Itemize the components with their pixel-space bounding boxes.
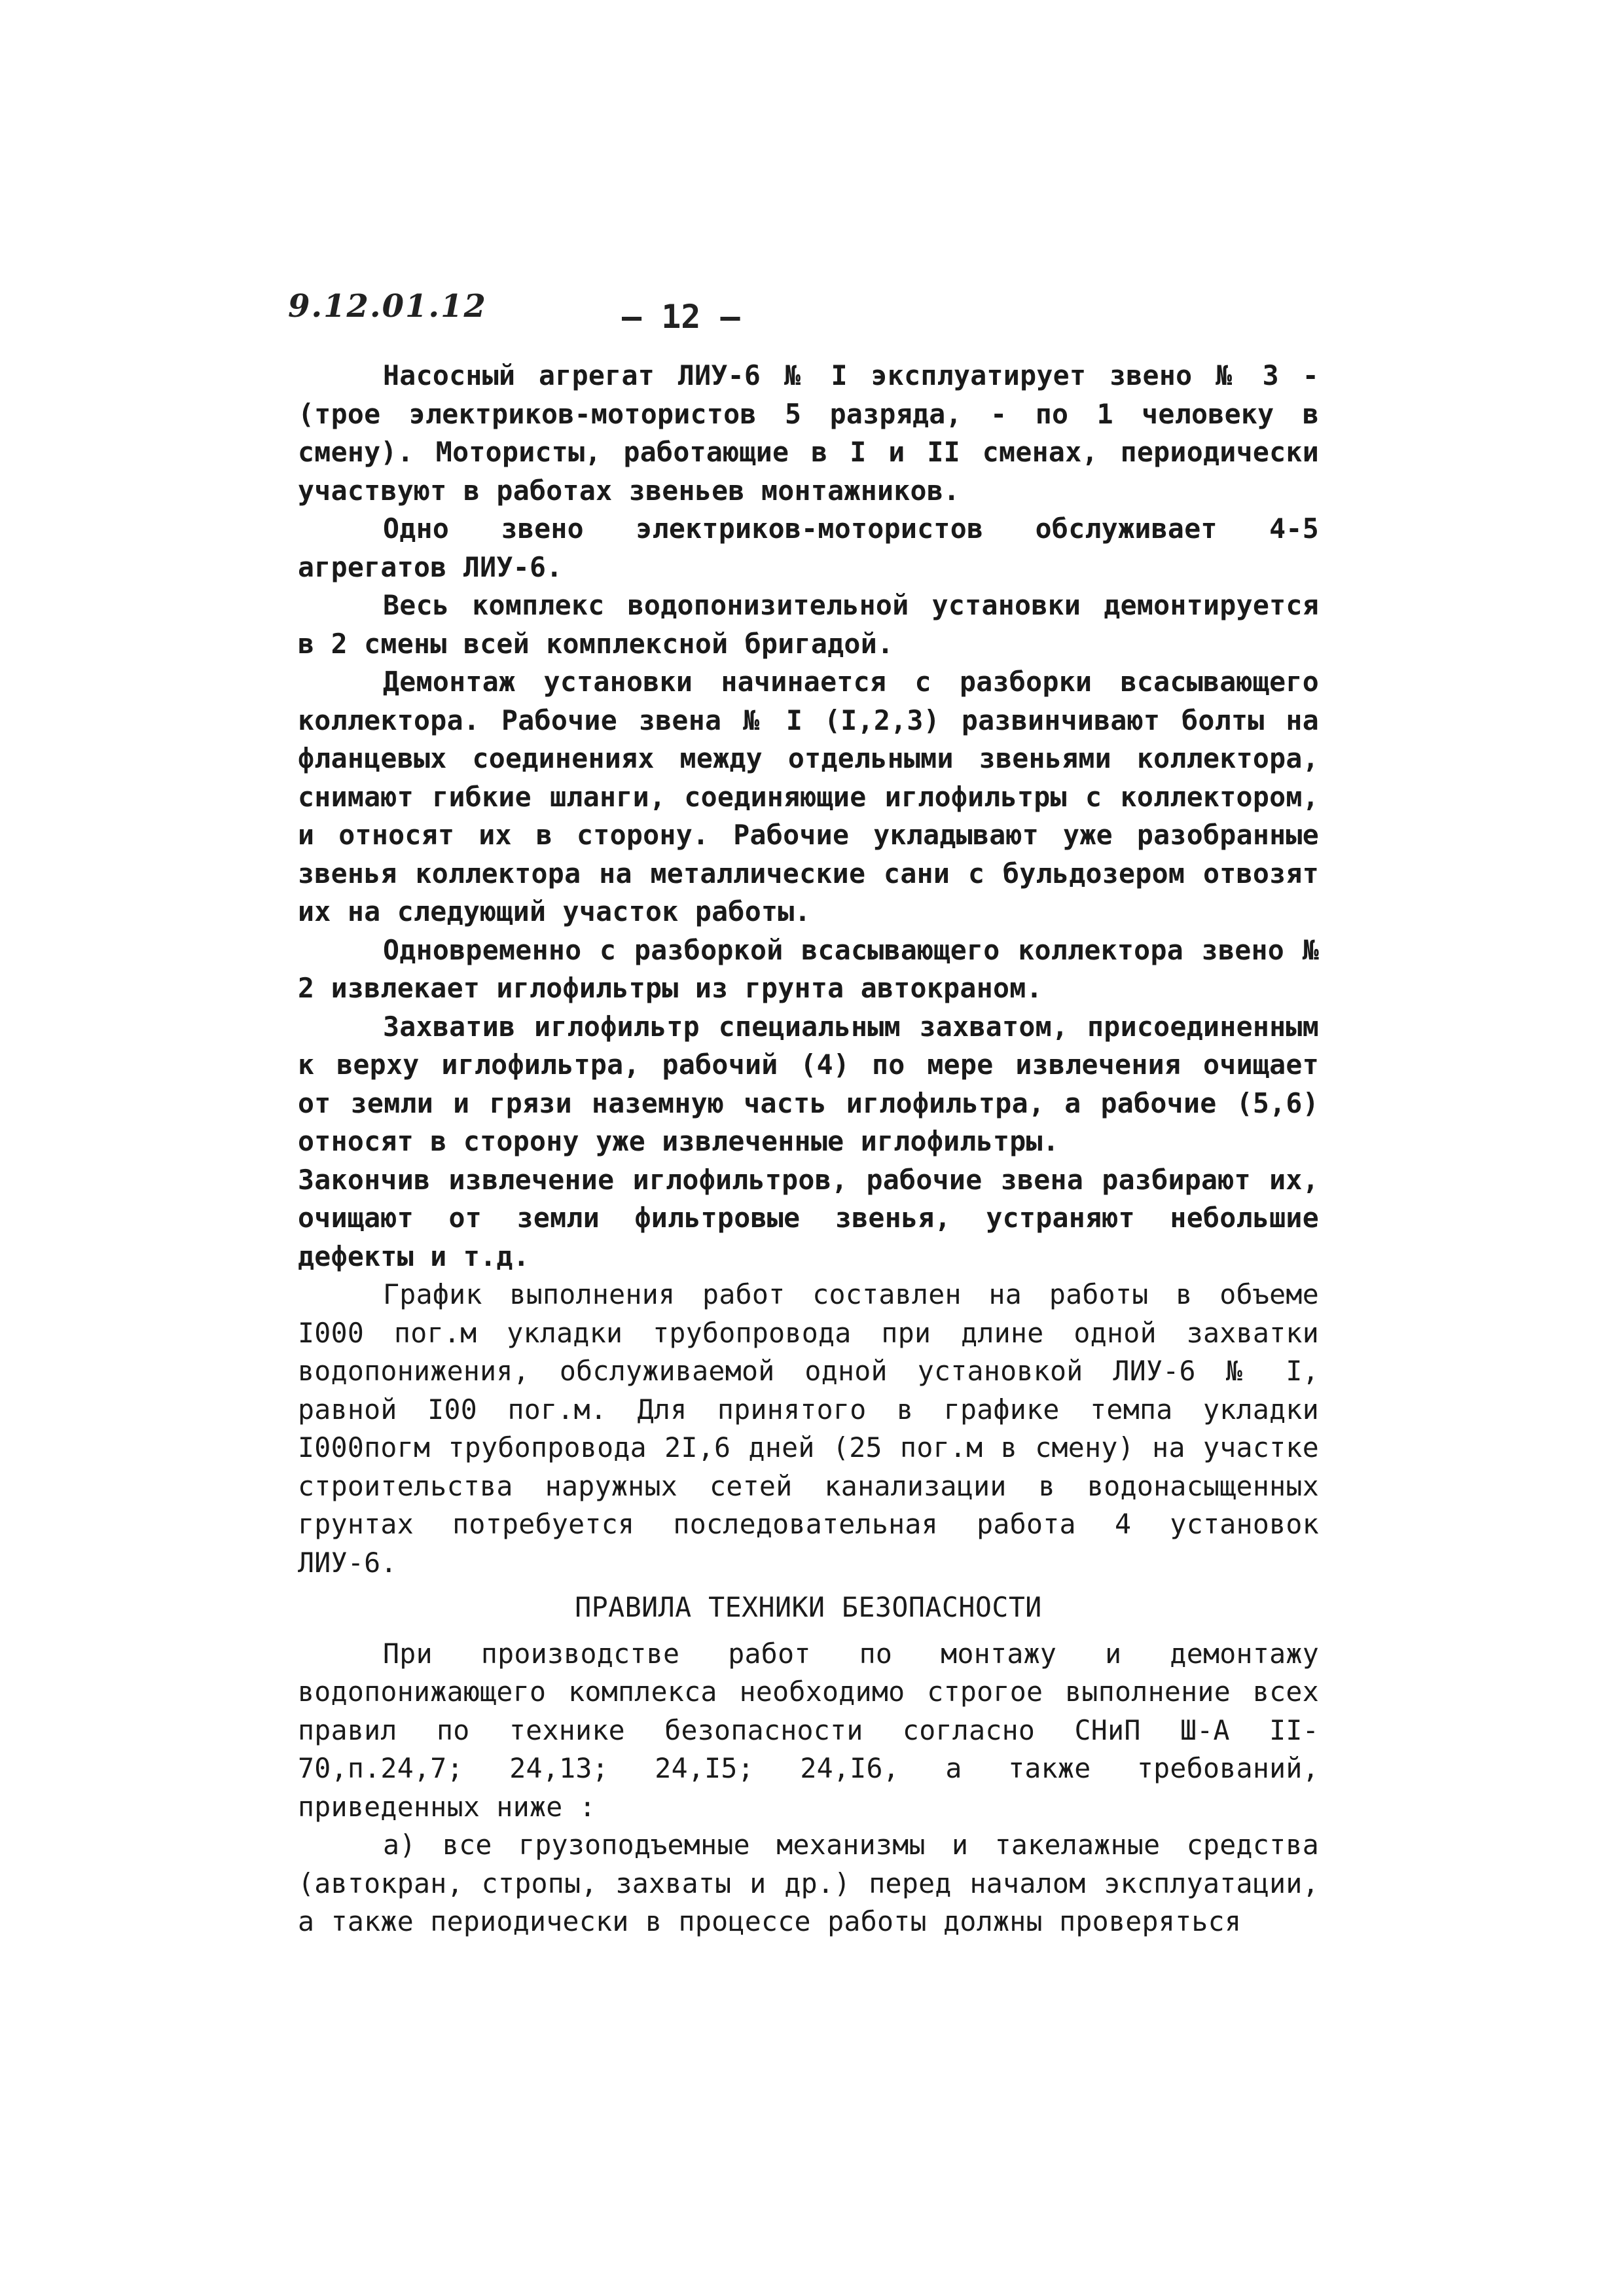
paragraph-electricians-team: Одно звено электриков-мотористов обслуживает 4-5 агрегатов ЛИУ-6. bbox=[298, 512, 1319, 583]
paragraph-dismantling-collector: Демонтаж установки начинается с разборки всасывающего коллектора. Рабочие звена № I (I,2,3) развинчивают болты на фланцевых соединениях между отдельными звеньями коллектора, снимают гибкие шланги, соединяющие иглофильтры с коллектором, и относят их в сторону. Рабочие укладывают уже разобранные звенья коллектора на металлические сани с бульдозером отвозят их на следующий участок работы. bbox=[298, 666, 1319, 927]
paragraph-work-schedule: График выполнения работ составлен на работы в объеме I000 пог.м укладки трубопровода при длине одной захватки водопонижения, обслуживаемой одной установкой ЛИУ-6 № I, равной I00 пог.м. Для принятого в графике темпа укладки I000погм трубопровода 2I,6 дней (25 пог.м в смену) на участке строительства наружных сетей канализации в водонасыщенных грунтах потребуется последовательная работа 4 установок ЛИУ-6. bbox=[298, 1278, 1319, 1579]
paragraph-wellpoint-extraction: Одновременно с разборкой всасывающего коллектора звено № 2 извлекает иглофильтры из грунта автокраном. bbox=[298, 933, 1319, 1004]
paragraph-dismantling-time: Весь комплекс водопонизительной установки демонтируется в 2 смены всей комплексной бригадой. bbox=[298, 589, 1319, 660]
page-number: – 12 – bbox=[622, 298, 740, 336]
paragraph-safety-requirements: При производстве работ по монтажу и демонтажу водопонижающего комплекса необходимо строгое выполнение всех правил по технике безопасности согласно СНиП Ш-А II-70,п.24,7; 24,13; 24,I5; 24,I6, а также требований, приведенных ниже : bbox=[298, 1637, 1319, 1823]
section-heading-safety-rules: ПРАВИЛА ТЕХНИКИ БЕЗОПАСНОСТИ bbox=[575, 1591, 1042, 1623]
paragraph-pump-unit: Насосный агрегат ЛИУ-6 № I эксплуатирует звено № 3 - (трое электриков-мотористов 5 разряда, - по 1 человеку в смену). Мотористы, работающие в I и II сменах, периодически участвуют в работах звеньев монтажников. bbox=[298, 359, 1319, 507]
paragraph-safety-item-a: а) все грузоподъемные механизмы и такелажные средства (автокран, стропы, захваты и др.) перед началом эксплуатации, а также периодически в процессе работы должны проверяться bbox=[298, 1829, 1319, 1937]
paragraph-wellpoint-repair: Закончив извлечение иглофильтров, рабочие звена разбирают их, очищают от земли фильтровые звенья, устраняют небольшие дефекты и т.д. bbox=[298, 1163, 1319, 1272]
body-text bbox=[298, 357, 1319, 1941]
document-code: 9.12.01.12 bbox=[288, 288, 487, 325]
paragraph-wellpoint-cleaning: Захватив иглофильтр специальным захватом, присоединенным к верху иглофильтра, рабочий (4) по мере извлечения очищает от земли и грязи наземную часть иглофильтра, а рабочие (5,6) относят в сторону уже извлеченные иглофильтры. bbox=[298, 1010, 1319, 1157]
